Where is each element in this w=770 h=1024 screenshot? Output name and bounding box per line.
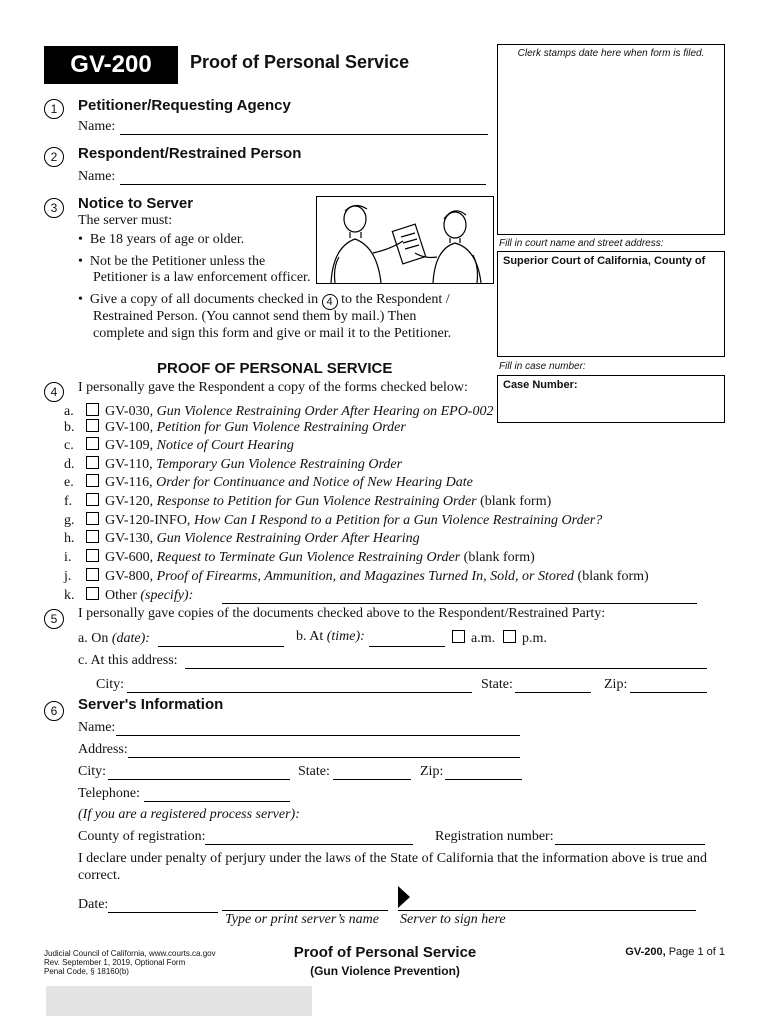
- pm-option[interactable]: p.m.: [503, 630, 547, 647]
- server-city-label: City:: [78, 764, 107, 779]
- notice-bullet-2-cont: Petitioner is a law enforcement officer.: [93, 270, 311, 285]
- footer-revision: Rev. September 1, 2019, Optional Form: [44, 958, 186, 967]
- signature-field[interactable]: [398, 910, 696, 911]
- clerk-stamp-label: Clerk stamps date here when form is filed.: [517, 48, 705, 59]
- server-telephone-field[interactable]: [144, 801, 290, 802]
- case-number-box[interactable]: [497, 375, 725, 423]
- form-item-a-checkbox[interactable]: [86, 403, 99, 416]
- notice-bullet-3-cont-2: complete and sign this form and give or mail it to the Petitioner.: [93, 326, 452, 341]
- service-zip-field[interactable]: [630, 692, 707, 693]
- case-number-label: Case Number:: [503, 379, 578, 391]
- section-4-intro: I personally gave the Respondent a copy of the forms checked below:: [78, 380, 468, 395]
- section-4-number: 4: [44, 382, 64, 402]
- declaration-text: I declare under penalty of perjury under the laws of the State of California that the information above is true and: [78, 851, 708, 866]
- server-name-field[interactable]: [116, 735, 520, 736]
- form-item-c-checkbox[interactable]: [86, 437, 99, 450]
- footer-subtitle: (Gun Violence Prevention): [310, 964, 460, 978]
- pm-checkbox[interactable]: [503, 630, 516, 643]
- form-item-k-checkbox[interactable]: [86, 587, 99, 600]
- service-address-label: c. At this address:: [78, 653, 178, 668]
- section-2-number: 2: [44, 147, 64, 167]
- server-zip-field[interactable]: [445, 779, 522, 780]
- notice-bullet-3-text-b: to the Respondent /: [341, 292, 450, 307]
- proof-heading: PROOF OF PERSONAL SERVICE: [157, 360, 393, 377]
- notice-intro: The server must:: [78, 213, 173, 228]
- section-2-heading: Respondent/Restrained Person: [78, 145, 302, 162]
- form-item-e-checkbox[interactable]: [86, 474, 99, 487]
- service-date-field[interactable]: [158, 646, 284, 647]
- service-time-field[interactable]: [369, 646, 445, 647]
- section-6-heading: Server's Information: [78, 696, 224, 713]
- section-1-number: 1: [44, 99, 64, 119]
- form-item-k: k. Other (specify):: [64, 588, 194, 603]
- section-1-heading: Petitioner/Requesting Agency: [78, 97, 291, 114]
- hand-over-documents-icon: [317, 197, 493, 283]
- form-id-badge: GV-200: [44, 46, 178, 84]
- county-registration-label: County of registration:: [78, 829, 206, 844]
- form-item-d: d. GV-110, Temporary Gun Violence Restraining Order: [64, 457, 403, 472]
- section-4-ref: 4: [322, 294, 338, 310]
- server-name-label: Name:: [78, 720, 116, 735]
- footer-page-number: Page 1 of 1: [668, 946, 725, 958]
- server-state-field[interactable]: [333, 779, 411, 780]
- form-item-f-checkbox[interactable]: [86, 493, 99, 506]
- form-item-c: c. GV-109, Notice of Court Hearing: [64, 438, 294, 453]
- date-field[interactable]: [108, 912, 218, 913]
- footer-form-id: GV-200,: [625, 946, 666, 958]
- footer-gray-bar: [46, 986, 312, 1016]
- section-5-number: 5: [44, 609, 64, 629]
- notice-bullet-3: • Give a copy of all documents checked in 4 to the Respondent /: [78, 292, 450, 308]
- printed-name-caption: Type or print server’s name: [225, 912, 379, 927]
- other-specify-field[interactable]: [222, 603, 697, 604]
- signature-caption: Server to sign here: [400, 912, 506, 927]
- form-item-f: f. GV-120, Response to Petition for Gun Violence Restraining Order (blank form): [64, 494, 552, 509]
- form-item-h: h. GV-130, Gun Violence Restraining Order After Hearing: [64, 531, 420, 546]
- notice-bullet-1: • Be 18 years of age or older.: [78, 232, 245, 247]
- form-item-a: a. GV-030, Gun Violence Restraining Order After Hearing on EPO-002: [64, 404, 494, 419]
- am-option[interactable]: a.m.: [452, 630, 495, 647]
- section-6-number: 6: [44, 701, 64, 721]
- footer-title: Proof of Personal Service: [293, 944, 477, 961]
- court-name-label: Superior Court of California, County of: [503, 255, 706, 267]
- form-item-j-checkbox[interactable]: [86, 568, 99, 581]
- petitioner-name-label: Name:: [78, 119, 116, 134]
- court-fill-label: Fill in court name and street address:: [499, 238, 664, 249]
- form-item-i-checkbox[interactable]: [86, 549, 99, 562]
- service-zip-label: Zip:: [604, 677, 628, 692]
- sign-arrow-icon: [398, 886, 410, 908]
- section-5-intro: I personally gave copies of the documents checked above to the Respondent/Restrained Party:: [78, 606, 606, 621]
- county-registration-field[interactable]: [205, 844, 413, 845]
- form-item-g-checkbox[interactable]: [86, 512, 99, 525]
- date-label: Date:: [78, 897, 109, 912]
- section-3-number: 3: [44, 198, 64, 218]
- server-telephone-label: Telephone:: [78, 786, 140, 801]
- service-city-label: City:: [96, 677, 125, 692]
- page-title: Proof of Personal Service: [190, 52, 410, 72]
- service-address-field[interactable]: [185, 668, 707, 669]
- form-item-e: e. GV-116, Order for Continuance and Notice of New Hearing Date: [64, 475, 473, 490]
- clerk-stamp-box: [497, 44, 725, 235]
- am-checkbox[interactable]: [452, 630, 465, 643]
- case-fill-label: Fill in case number:: [499, 361, 586, 372]
- petitioner-name-field[interactable]: [120, 134, 488, 135]
- service-state-label: State:: [481, 677, 513, 692]
- server-illustration: [316, 196, 494, 284]
- respondent-name-field[interactable]: [120, 184, 486, 185]
- printed-name-field[interactable]: [222, 910, 388, 911]
- declaration-text-cont: correct.: [78, 868, 121, 883]
- service-city-field[interactable]: [127, 692, 472, 693]
- notice-bullet-3-text: Give a copy of all documents checked in: [89, 292, 319, 307]
- server-zip-label: Zip:: [420, 764, 444, 779]
- registration-number-field[interactable]: [555, 844, 705, 845]
- process-server-note: (If you are a registered process server):: [78, 807, 300, 822]
- registration-number-label: Registration number:: [435, 829, 554, 844]
- notice-bullet-1-text: Be 18 years of age or older.: [89, 232, 245, 247]
- server-address-field[interactable]: [128, 757, 520, 758]
- form-item-j: j. GV-800, Proof of Firearms, Ammunition, and Magazines Turned In, Sold, or Stored (blank form): [64, 569, 649, 584]
- notice-bullet-2-text: Not be the Petitioner unless the: [89, 254, 266, 269]
- footer-page: [625, 946, 725, 958]
- service-date-label: a. On (date):: [78, 631, 150, 646]
- notice-bullet-2: • Not be the Petitioner unless the: [78, 254, 266, 269]
- footer-code: Penal Code, § 18160(b): [44, 967, 129, 976]
- court-name-box[interactable]: [497, 251, 725, 357]
- notice-bullet-3-cont-1: Restrained Person. (You cannot send them by mail.) Then: [93, 309, 417, 324]
- service-state-field[interactable]: [515, 692, 591, 693]
- form-item-b: b. GV-100, Petition for Gun Violence Restraining Order: [64, 420, 406, 435]
- form-item-d-checkbox[interactable]: [86, 456, 99, 469]
- server-address-label: Address:: [78, 742, 128, 757]
- form-item-b-checkbox[interactable]: [86, 419, 99, 432]
- form-item-g: g. GV-120-INFO, How Can I Respond to a Petition for a Gun Violence Restraining Order?: [64, 513, 603, 528]
- respondent-name-label: Name:: [78, 169, 116, 184]
- service-time-label: b. At (time):: [296, 629, 365, 644]
- section-3-heading: Notice to Server: [78, 195, 194, 212]
- server-city-field[interactable]: [108, 779, 290, 780]
- form-item-i: i. GV-600, Request to Terminate Gun Violence Restraining Order (blank form): [64, 550, 535, 565]
- footer-council: Judicial Council of California, www.courts.ca.gov: [44, 949, 216, 958]
- form-item-h-checkbox[interactable]: [86, 530, 99, 543]
- server-state-label: State:: [298, 764, 330, 779]
